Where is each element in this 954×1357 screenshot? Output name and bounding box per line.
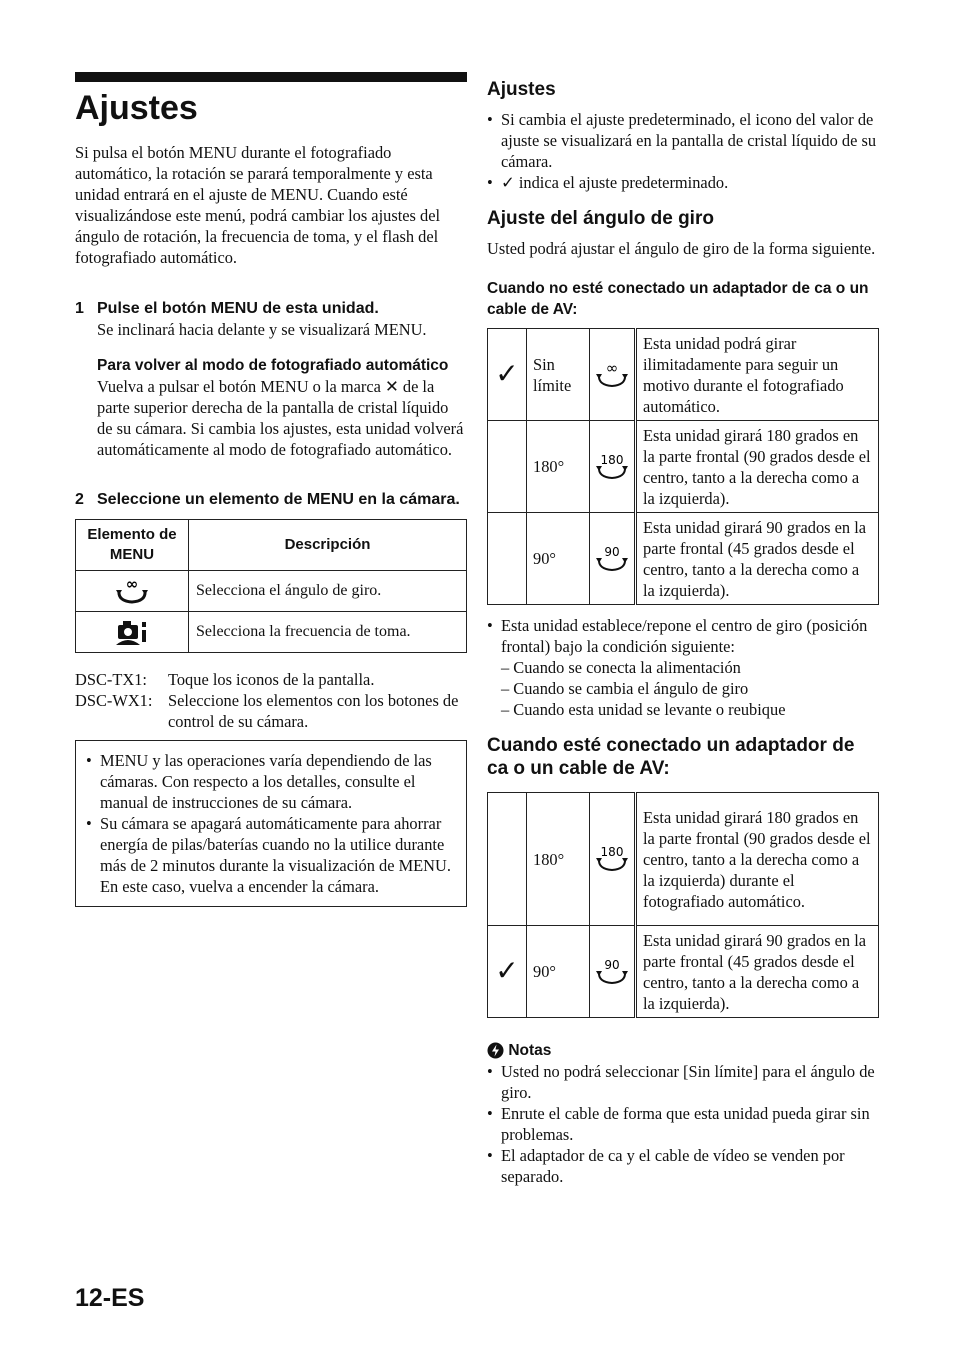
list-item: • Enrute el cable de forma que esta unidad pueda girar sin problemas. [487, 1103, 879, 1145]
right-column [487, 78, 879, 1187]
list-item: • Su cámara se apagará automáticamente para ahorrar energía de pilas/baterías cuando no la utilice durante más de 2 minutos durante la visualización de MENU. En este caso, vuelva a encender la cámara. [86, 813, 456, 897]
table-row [488, 793, 879, 926]
list-item: – Cuando se conecta la alimentación [501, 658, 741, 677]
menu-items-table [75, 519, 467, 653]
step-1-text: Se inclinará hacia delante y se visualizará MENU. [97, 320, 427, 339]
step-2-heading [75, 489, 467, 510]
angle-description: Esta unidad girará 180 grados en la parte frontal (90 grados desde el centro, tanto a la derecha como a la izquierda) durante el fotografiado automático. [636, 793, 879, 926]
rotation-90-icon [590, 926, 636, 1018]
svg-text:180: 180 [600, 452, 624, 467]
intro-paragraph: Si pulsa el botón MENU durante el fotografiado automático, la rotación se parará temporalmente y esta unidad entrará en el ajuste de MENU. Cuando esté visualizándose este menú, podrá cambiar los ajustes del ángulo de rotación, la frecuencia de toma, y el flash del fotografiado automático. [75, 143, 441, 267]
list-item: • Usted no podrá seleccionar [Sin límite] para el ángulo de giro. [487, 1061, 879, 1103]
angle-label: 90° [527, 513, 590, 605]
angle-table-adapter [487, 792, 879, 1018]
page-number: 12-ES [75, 1284, 145, 1312]
default-check-icon [488, 513, 527, 605]
table-row [76, 612, 467, 653]
angle-intro: Usted podrá ajustar el ángulo de giro de la forma siguiente. [487, 239, 876, 258]
page-title: Ajustes [75, 89, 198, 127]
angle-label: 90° [527, 926, 590, 1018]
no-adapter-heading: Cuando no esté conectado un adaptador de ca o un cable de AV: [487, 280, 869, 318]
list-item: – Cuando se cambia el ángulo de giro [501, 679, 749, 698]
default-check-icon: ✓ [488, 926, 527, 1018]
list-item: • Si cambia el ajuste predeterminado, el icono del valor de ajuste se visualizará en la pantalla de cristal líquido de su cámara. [487, 109, 879, 172]
step-2-title: Seleccione un elemento de MENU en la cámara. [97, 491, 460, 508]
list-item: • MENU y las operaciones varía dependiendo de las cámaras. Con respecto a los detalles, consulte el manual de instrucciones de su cámara. [86, 750, 456, 813]
table-cell-description: Selecciona la frecuencia de toma. [189, 612, 467, 653]
angle-description: Esta unidad girará 90 grados en la parte frontal (45 grados desde el centro, tanto a la derecha como a la izquierda). [636, 513, 879, 605]
step-1-heading [75, 298, 467, 319]
table-row [76, 571, 467, 612]
default-check-icon [488, 793, 527, 926]
table-row [488, 513, 879, 605]
angle-label: 180° [527, 421, 590, 513]
model-instruction: Toque los iconos de la pantalla. [168, 670, 375, 689]
svg-text:90: 90 [604, 957, 620, 972]
angle-label: Sin límite [527, 329, 590, 421]
list-item: – Cuando esta unidad se levante o reubique [501, 700, 786, 719]
step-1-number: 1 [75, 300, 84, 317]
angle-description: Esta unidad girará 180 grados en la parte frontal (90 grados desde el centro, tanto a la derecha como a la izquierda). [636, 421, 879, 513]
unlimited-rotation-icon [590, 329, 636, 421]
left-column [75, 72, 467, 907]
adapter-heading: Cuando esté conectado un adaptador de ca o un cable de AV: [487, 735, 855, 779]
rotation-180-icon [590, 793, 636, 926]
step-1-title: Pulse el botón MENU de esta unidad. [97, 300, 379, 317]
return-heading: Para volver al modo de fotografiado automático [97, 357, 449, 374]
angle-label: 180° [527, 793, 590, 926]
list-item: • Esta unidad establece/repone el centro de giro (posición frontal) bajo la condición siguiente: [487, 615, 879, 657]
table-header-description: Descripción [189, 520, 467, 571]
default-check-icon: ✓ [488, 329, 527, 421]
svg-text:∞: ∞ [605, 359, 619, 377]
table-header-item: Elemento de MENU [76, 520, 189, 571]
model-name: DSC-WX1: [75, 691, 153, 710]
svg-text:90: 90 [604, 544, 620, 559]
title-rule [75, 72, 467, 82]
model-instruction: Seleccione los elementos con los botones de control de su cámara. [168, 691, 459, 731]
default-check-icon [488, 421, 527, 513]
step-2-number: 2 [75, 491, 84, 508]
rotation-180-icon [590, 421, 636, 513]
svg-text:180: 180 [600, 845, 624, 859]
notes-icon [487, 1042, 508, 1059]
notes-heading [487, 1040, 879, 1061]
return-text: Vuelva a pulsar el botón MENU o la marca ✕ de la parte superior derecha de la pantalla de cristal líquido de su cámara. Si cambia los ajustes, esta unidad volverá automáticamente al modo de fotografiado automático. [97, 377, 464, 459]
settings-heading: Ajustes [487, 79, 556, 100]
angle-heading: Ajuste del ángulo de giro [487, 208, 714, 229]
notes-title: Notas [508, 1042, 552, 1059]
angle-table-no-adapter [487, 328, 879, 605]
angle-description: Esta unidad girará 90 grados en la parte frontal (45 grados desde el centro, tanto a la derecha como a la izquierda). [636, 926, 879, 1018]
table-cell-description: Selecciona el ángulo de giro. [189, 571, 467, 612]
table-row [488, 421, 879, 513]
rotation-angle-icon [76, 571, 189, 612]
notes-box [75, 740, 467, 907]
list-item: • ✓ indica el ajuste predeterminado. [487, 172, 879, 193]
model-name: DSC-TX1: [75, 670, 147, 689]
list-item: • El adaptador de ca y el cable de vídeo se venden por separado. [487, 1145, 879, 1187]
model-instructions [75, 669, 467, 732]
rotation-90-icon [590, 513, 636, 605]
svg-text:∞: ∞ [125, 576, 139, 593]
table-row [488, 926, 879, 1018]
angle-description: Esta unidad podrá girar ilimitadamente para seguir un motivo durante el fotografiado automático. [636, 329, 879, 421]
shooting-frequency-icon [76, 612, 189, 653]
table-row [488, 329, 879, 421]
